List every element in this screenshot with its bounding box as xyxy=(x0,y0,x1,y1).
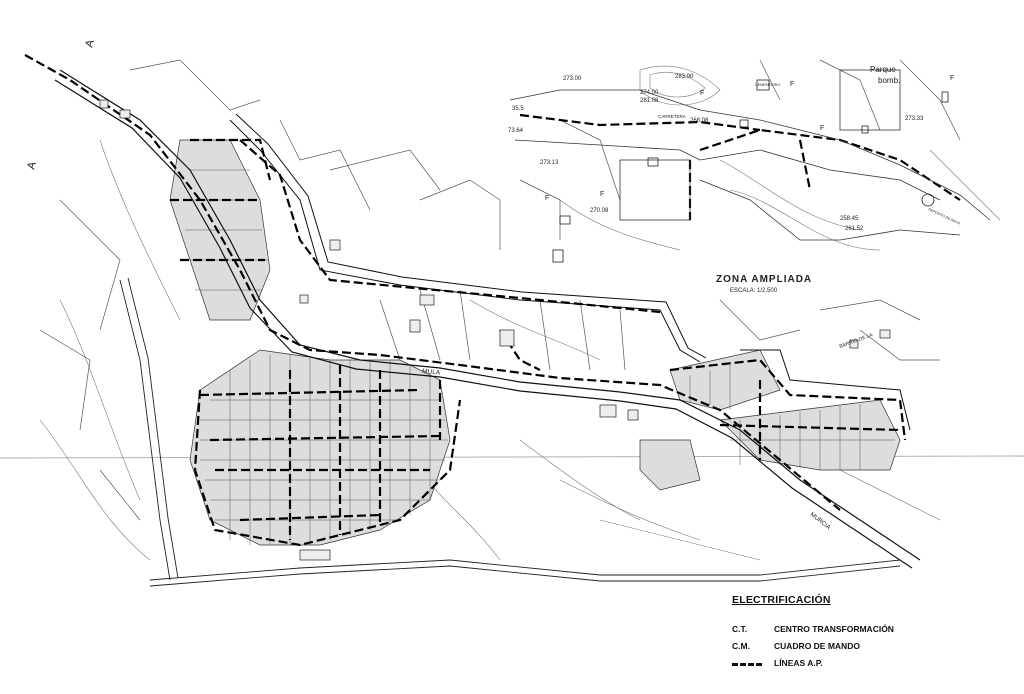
label-bomb: bomb. xyxy=(878,76,901,85)
elev-261-52: 261.52 xyxy=(845,226,864,232)
parcel-code: F xyxy=(545,195,550,202)
legend-desc: CENTRO TRANSFORMACIÓN xyxy=(774,624,894,634)
parcel-code: F xyxy=(700,90,705,97)
legend-title: ELECTRIFICACIÓN xyxy=(732,594,831,606)
legend-desc: CUADRO DE MANDO xyxy=(774,641,860,651)
label-deposito: DEPOSITO DE AGUA xyxy=(927,207,961,226)
section-marker-a1: A xyxy=(25,160,39,171)
label-cementerio: CEMENTERIO xyxy=(755,83,781,87)
legend-abbr: C.T. xyxy=(732,624,748,634)
elev-258-45: 258.45 xyxy=(840,216,859,222)
zone-scale: ESCALA: 1/2.500 xyxy=(730,288,778,294)
elev-273-33: 273.33 xyxy=(905,116,924,122)
elev-273-00: 273.00 xyxy=(563,76,582,82)
road-label-barrio: BARRIO DE LA xyxy=(838,332,874,350)
elev-270-08: 270.08 xyxy=(590,208,609,214)
label-parque: Parque xyxy=(870,65,896,74)
elev-283-00: 283.00 xyxy=(675,74,694,80)
zone-title: ZONA AMPLIADA xyxy=(716,274,813,285)
road-label-mula: MULA xyxy=(421,368,441,377)
elev-273-13: 273.13 xyxy=(540,160,559,166)
legend-desc: LÍNEAS A.P. xyxy=(774,658,823,668)
elev-73-64: 73.64 xyxy=(508,128,524,134)
dashed-line-symbol xyxy=(732,663,762,666)
urban-blocks xyxy=(170,140,900,545)
parcel-code: F xyxy=(950,75,955,82)
parcel-code: F xyxy=(600,191,605,198)
elev-274-00: 274.00 xyxy=(640,90,659,96)
parcel-code: F xyxy=(790,81,795,88)
section-marker-a2: A xyxy=(83,38,97,49)
elev-268-08: 268.08 xyxy=(690,118,709,124)
elev-35-5: 35.5 xyxy=(512,106,524,112)
inset-buildings xyxy=(553,80,948,262)
parcel-code: F xyxy=(820,125,825,132)
legend xyxy=(732,594,1012,668)
road-label-murcia: MURCIA xyxy=(808,511,832,532)
road-label-carretera: CARRETERA xyxy=(658,114,686,119)
legend-abbr: C.M. xyxy=(732,641,750,651)
elev-281-08: 281.08 xyxy=(640,98,659,104)
